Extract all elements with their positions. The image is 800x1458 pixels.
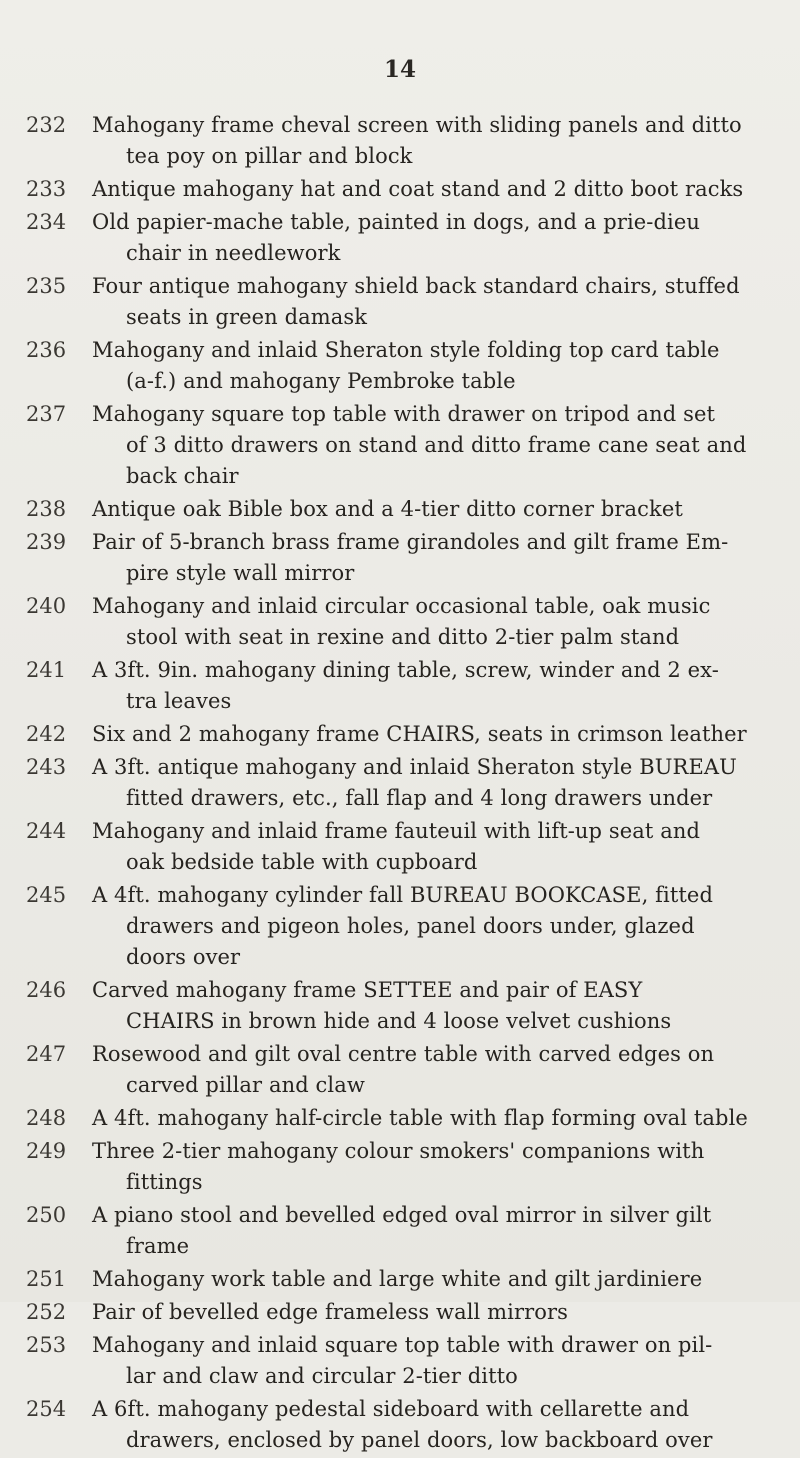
lot-number: 239 [26, 530, 67, 554]
lot-description [92, 110, 768, 172]
lot-description [92, 880, 768, 973]
lot-entry [0, 335, 800, 397]
lot-entry [0, 399, 800, 492]
lot-description-line: of 3 ditto drawers on stand and ditto frame cane seat and [126, 433, 747, 457]
lot-description-line: A 6ft. mahogany pedestal sideboard with cellarette and [92, 1397, 690, 1421]
lot-entry [0, 527, 800, 589]
lot-number: 241 [26, 658, 67, 682]
lot-number: 233 [26, 177, 67, 201]
lot-entry [0, 494, 800, 525]
lot-description [92, 719, 768, 750]
lot-description-line: A 4ft. mahogany cylinder fall BUREAU BOOKCASE, fitted [92, 883, 713, 907]
lot-description-line: drawers, enclosed by panel doors, low backboard over [126, 1428, 713, 1452]
lot-number: 254 [26, 1397, 67, 1421]
lot-description-line: Antique mahogany hat and coat stand and 2 ditto boot racks [92, 177, 744, 201]
lot-description-line: fittings [126, 1170, 203, 1194]
lot-description-line: A piano stool and bevelled edged oval mirror in silver gilt [92, 1203, 712, 1227]
lot-description-line: Pair of bevelled edge frameless wall mirrors [92, 1300, 568, 1324]
lot-description [92, 591, 768, 653]
lot-description-line: A 4ft. mahogany half-circle table with flap forming oval table [92, 1106, 748, 1130]
lot-entry [0, 271, 800, 333]
lot-entry [0, 752, 800, 814]
lot-description [92, 655, 768, 717]
lot-number: 250 [26, 1203, 67, 1227]
lot-number: 236 [26, 338, 67, 362]
lot-description-line: Mahogany and inlaid frame fauteuil with lift-up seat and [92, 819, 700, 843]
lot-description [92, 1039, 768, 1101]
lot-number: 234 [26, 210, 67, 234]
lot-description-line: tea poy on pillar and block [126, 144, 413, 168]
lot-entry [0, 174, 800, 205]
lot-description [92, 816, 768, 878]
lot-entry [0, 816, 800, 878]
lot-description-line: fitted drawers, etc., fall flap and 4 long drawers under [126, 786, 713, 810]
lot-description-line: Mahogany and inlaid square top table with drawer on pil- [92, 1333, 713, 1357]
lot-entry [0, 1394, 800, 1456]
lot-number: 247 [26, 1042, 67, 1066]
lot-entry [0, 880, 800, 973]
lot-description-line: stool with seat in rexine and ditto 2-tier palm stand [126, 625, 680, 649]
lot-description-line: A 3ft. 9in. mahogany dining table, screw, winder and 2 ex- [92, 658, 719, 682]
lot-entry [0, 1039, 800, 1101]
lot-number: 244 [26, 819, 67, 843]
lot-description-line: Mahogany and inlaid circular occasional table, oak music [92, 594, 711, 618]
lot-description-line: A 3ft. antique mahogany and inlaid Sheraton style BUREAU [92, 755, 737, 779]
lot-description-line: Mahogany and inlaid Sheraton style folding top card table [92, 338, 720, 362]
lot-description-line: Rosewood and gilt oval centre table with carved edges on [92, 1042, 715, 1066]
lot-description [92, 1264, 768, 1295]
lot-number: 253 [26, 1333, 67, 1357]
lot-description [92, 174, 768, 205]
lot-description-line: carved pillar and claw [126, 1073, 365, 1097]
lot-entry [0, 1136, 800, 1198]
lot-description-line: Antique oak Bible box and a 4-tier ditto corner bracket [92, 497, 683, 521]
lot-description-line: Mahogany work table and large white and gilt jardiniere [92, 1267, 703, 1291]
lot-description [92, 752, 768, 814]
lot-description [92, 271, 768, 333]
lot-description [92, 1330, 768, 1392]
lot-description-line: (a-f.) and mahogany Pembroke table [126, 369, 516, 393]
lot-description [92, 399, 768, 492]
lot-number: 242 [26, 722, 67, 746]
lot-description-line: Three 2-tier mahogany colour smokers' companions with [92, 1139, 705, 1163]
lot-description-line: Carved mahogany frame SETTEE and pair of EASY [92, 978, 643, 1002]
lot-description-line: frame [126, 1234, 190, 1258]
lot-entry [0, 591, 800, 653]
lot-description-line: Mahogany frame cheval screen with sliding panels and ditto [92, 113, 742, 137]
lot-entry [0, 207, 800, 269]
lot-number: 246 [26, 978, 67, 1002]
lot-description [92, 494, 768, 525]
lot-number: 240 [26, 594, 67, 618]
lot-entry [0, 719, 800, 750]
lot-number: 238 [26, 497, 67, 521]
lot-number: 249 [26, 1139, 67, 1163]
page-number: 14 [383, 56, 416, 83]
lot-description [92, 207, 768, 269]
lot-description-line: back chair [126, 464, 239, 488]
lot-description-line: Old papier-mache table, painted in dogs, and a prie-dieu [92, 210, 701, 234]
lot-description-line: Mahogany square top table with drawer on tripod and set [92, 402, 716, 426]
lot-number: 237 [26, 402, 67, 426]
lot-description-line: chair in needlework [126, 241, 341, 265]
lot-number: 232 [26, 113, 67, 137]
lot-list [0, 110, 800, 1458]
lot-description-line: drawers and pigeon holes, panel doors under, glazed [126, 914, 695, 938]
lot-description [92, 1136, 768, 1198]
lot-description [92, 527, 768, 589]
lot-description [92, 1200, 768, 1262]
lot-description-line: CHAIRS in brown hide and 4 loose velvet cushions [126, 1009, 672, 1033]
lot-description-line: tra leaves [126, 689, 232, 713]
lot-entry [0, 655, 800, 717]
lot-number: 243 [26, 755, 67, 779]
lot-description-line: Pair of 5-branch brass frame girandoles and gilt frame Em- [92, 530, 729, 554]
lot-entry [0, 1103, 800, 1134]
lot-entry [0, 1264, 800, 1295]
lot-description [92, 975, 768, 1037]
lot-entry [0, 1200, 800, 1262]
lot-entry [0, 975, 800, 1037]
lot-description-line: oak bedside table with cupboard [126, 850, 478, 874]
lot-entry [0, 110, 800, 172]
lot-description [92, 1103, 768, 1134]
lot-description-line: pire style wall mirror [126, 561, 355, 585]
lot-entry [0, 1330, 800, 1392]
lot-description-line: doors over [126, 945, 241, 969]
lot-description-line: lar and claw and circular 2-tier ditto [126, 1364, 518, 1388]
lot-description [92, 335, 768, 397]
lot-number: 245 [26, 883, 67, 907]
lot-description [92, 1394, 768, 1456]
lot-description-line: Six and 2 mahogany frame CHAIRS, seats in crimson leather [92, 722, 747, 746]
lot-number: 252 [26, 1300, 67, 1324]
lot-number: 248 [26, 1106, 67, 1130]
lot-number: 235 [26, 274, 67, 298]
lot-description-line: Four antique mahogany shield back standard chairs, stuffed [92, 274, 740, 298]
lot-number: 251 [26, 1267, 67, 1291]
lot-description-line: seats in green damask [126, 305, 368, 329]
